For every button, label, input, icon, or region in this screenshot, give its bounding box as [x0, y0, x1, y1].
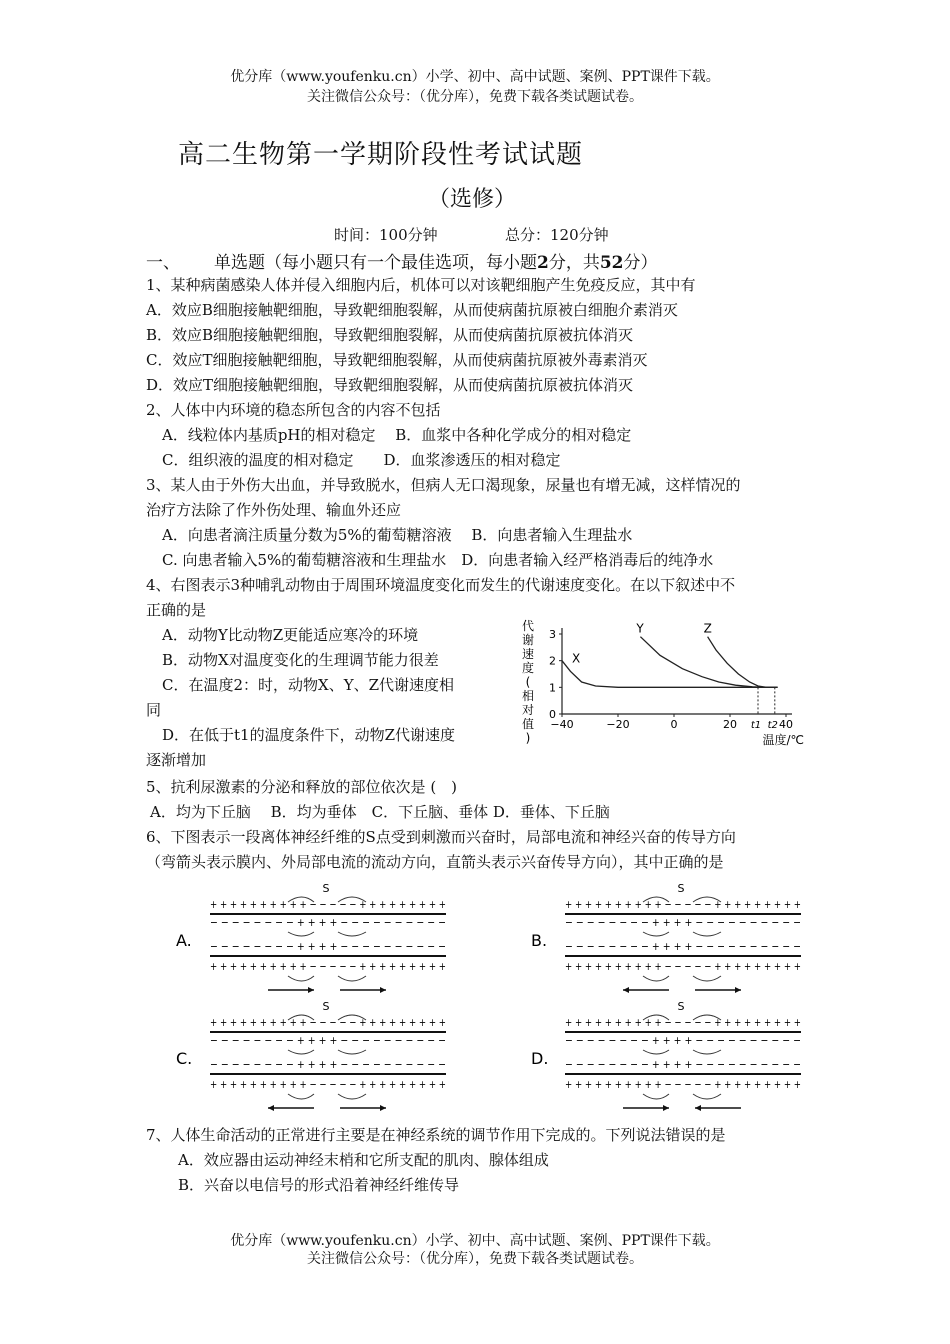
x-mark-label-t1: t1 — [750, 720, 762, 731]
section-number: 一、 — [146, 253, 180, 273]
x-tick-label: 20 — [723, 718, 737, 731]
local-current-arrow — [288, 1094, 314, 1099]
exam-time: 时间：100分钟 — [334, 226, 438, 244]
local-current-arrow — [643, 1094, 669, 1099]
charge-row-inner-bottom: − − − − − − − − + + + + − − − − − − − − − − — [210, 940, 446, 953]
local-current-arrow — [338, 1050, 366, 1054]
q4-option-a: A．动物Y比动物Z更能适应寒冷的环境 — [162, 626, 419, 644]
y-axis-label-char: 值 — [521, 717, 535, 731]
local-current-arrow — [338, 932, 366, 936]
q3-options-ab: A．向患者滴注质量分数为5%的葡萄糖溶液 B．向患者输入生理盐水 — [162, 526, 633, 544]
diagram-label: A. — [176, 931, 192, 950]
conduction-arrowhead-left — [663, 1105, 669, 1111]
charge-row-top: + + + + + + + + + + − − − − − + + + + + + + + + — [565, 1016, 801, 1029]
local-current-arrow — [288, 1050, 314, 1054]
conduction-arrowhead-right — [380, 987, 386, 993]
stimulus-s-label: S — [322, 882, 330, 895]
nerve-diagram-b — [565, 882, 801, 993]
stimulus-s-label: S — [677, 882, 685, 895]
series-line-x — [562, 661, 778, 688]
exam-subtitle: （选修） — [428, 187, 517, 212]
q5-options: A．均为下丘脑 B．均为垂体 C．下丘脑、垂体 D．垂体、下丘脑 — [150, 803, 610, 821]
nerve-diagram-d — [565, 1000, 801, 1111]
nerve-fiber-diagrams — [160, 876, 810, 1116]
charge-row-bottom: + + + + + + + + + + − − − − − + + + + + + + + + — [565, 960, 801, 973]
footer-line-1: 优分库（www.youfenku.cn）小学、初中、高中试题、案例、PPT课件下载。 — [230, 1233, 720, 1249]
q2-stem: 2、人体中内环境的稳态所包含的内容不包括 — [146, 401, 441, 419]
charge-row-bottom: + + + + + + + + + + − − − − − + + + + + + + + + — [565, 1078, 801, 1091]
q6-stem-2: （弯箭头表示膜内、外局部电流的流动方向，直箭头表示兴奋传导方向），其中正确的是 — [146, 853, 724, 871]
conduction-arrowhead-left — [623, 987, 629, 993]
q6-stem-1: 6、下图表示一段离体神经纤维的S点受到刺激而兴奋时，局部电流和神经兴奋的传导方向 — [146, 828, 736, 846]
q7-option-a: A．效应器由运动神经末梢和它所支配的肌肉、腺体组成 — [178, 1151, 549, 1169]
local-current-arrow — [643, 976, 669, 981]
diagram-label: D. — [531, 1049, 549, 1068]
conduction-arrowhead-right — [380, 1105, 386, 1111]
header-line-1: 优分库（www.youfenku.cn）小学、初中、高中试题、案例、PPT课件下载。 — [230, 69, 720, 85]
q1-option-c: C．效应T细胞接触靶细胞，导致靶细胞裂解，从而使病菌抗原被外毒素消灭 — [146, 351, 648, 369]
local-current-arrow — [288, 976, 314, 981]
conduction-arrowhead-left — [268, 1105, 274, 1111]
conduction-arrowhead-left — [308, 987, 314, 993]
q3-stem-1: 3、某人由于外伤大出血，并导致脱水，但病人无口渴现象，尿量也有增无减，这样情况的 — [146, 476, 741, 494]
diagram-label: C. — [176, 1049, 193, 1068]
q2-options-cd: C．组织液的温度的相对稳定 D．血浆渗透压的相对稳定 — [162, 451, 561, 469]
q7-option-b: B．兴奋以电信号的形式沿着神经纤维传导 — [178, 1176, 460, 1194]
series-line-z — [708, 637, 778, 688]
x-tick-label: 0 — [670, 718, 678, 731]
q4-option-d-1: D．在低于t1的温度条件下，动物Z代谢速度 — [162, 726, 456, 744]
x-axis-label: 温度/℃ — [762, 733, 804, 747]
q3-stem-2: 治疗方法除了作外伤处理、输血外还应 — [146, 501, 402, 519]
y-tick-label: 2 — [549, 654, 556, 668]
y-tick-label: 0 — [549, 708, 556, 721]
q4-stem-2: 正确的是 — [146, 601, 207, 619]
q7-stem: 7、人体生命活动的正常进行主要是在神经系统的调节作用下完成的。下列说法错误的是 — [146, 1126, 726, 1144]
charge-row-inner-top: − − − − − − − − + + + + − − − − − − − − − − — [210, 1034, 446, 1047]
local-current-arrow — [693, 976, 721, 981]
stimulus-s-label: S — [677, 1000, 685, 1013]
charge-row-inner-top: − − − − − − − − + + + + − − − − − − − − − − — [565, 916, 801, 929]
footer-line-2: 关注微信公众号：（优分库），免费下载各类试题试卷。 — [307, 1251, 643, 1267]
charge-row-top: + + + + + + + + + + − − − − − + + + + + + + + + — [210, 898, 446, 911]
q4-option-c-2: 同 — [146, 701, 162, 719]
q4-stem-1: 4、右图表示3种哺乳动物由于周围环境温度变化而发生的代谢速度变化。在以下叙述中不 — [146, 576, 736, 594]
q1-option-d: D．效应T细胞接触靶细胞，导致靶细胞裂解，从而使病菌抗原被抗体消灭 — [146, 376, 634, 394]
charge-row-inner-top: − − − − − − − − + + + + − − − − − − − − − − — [565, 1034, 801, 1047]
nerve-diagram-c — [210, 1000, 446, 1111]
x-tick-label: −20 — [606, 718, 630, 731]
charge-row-inner-bottom: − − − − − − − − + + + + − − − − − − − − − − — [565, 1058, 801, 1071]
charge-row-inner-bottom: − − − − − − − − + + + + − − − − − − − − − − — [210, 1058, 446, 1071]
charge-row-inner-bottom: − − − − − − − − + + + + − − − − − − − − − − — [565, 940, 801, 953]
x-tick-label: 40 — [779, 718, 793, 731]
y-tick-label: 1 — [549, 681, 556, 695]
charge-row-top: + + + + + + + + + + − − − − − + + + + + + + + + — [565, 898, 801, 911]
local-current-arrow — [338, 976, 366, 981]
q4-option-c-1: C．在温度2：时，动物X、Y、Z代谢速度相 — [162, 676, 455, 694]
charge-row-top: + + + + + + + + + + − − − − − + + + + + + + + + — [210, 1016, 446, 1029]
stimulus-s-label: S — [322, 1000, 330, 1013]
y-axis-label-char: ( — [525, 675, 531, 689]
x-mark-label-t2: t2 — [767, 720, 778, 731]
exam-total: 总分：120分钟 — [505, 226, 609, 244]
nerve-diagram-a — [210, 882, 446, 993]
metabolic-rate-chart — [514, 616, 814, 752]
diagram-label: B. — [531, 931, 548, 950]
local-current-arrow — [693, 1094, 721, 1099]
q1-stem: 1、某种病菌感染人体并侵入细胞内后，机体可以对该靶细胞产生免疫反应，其中有 — [146, 276, 696, 294]
local-current-arrow — [643, 1050, 669, 1054]
y-axis-label-char: 代 — [521, 619, 535, 633]
q1-option-a: A．效应B细胞接触靶细胞，导致靶细胞裂解，从而使病菌抗原被白细胞介素消灭 — [146, 301, 678, 319]
local-current-arrow — [693, 1050, 721, 1054]
series-label-x: X — [572, 651, 581, 666]
y-axis-label-char: 度 — [521, 661, 535, 675]
y-axis-label-char: 谢 — [521, 633, 535, 647]
charge-row-inner-top: − − − − − − − − + + + + − − − − − − − − − − — [210, 916, 446, 929]
series-label-z: Z — [703, 621, 712, 636]
local-current-arrow — [338, 1094, 366, 1099]
y-axis-label-char: ) — [525, 731, 531, 745]
q5-stem: 5、抗利尿激素的分泌和释放的部位依次是 ( ) — [146, 778, 458, 796]
conduction-arrowhead-right — [735, 987, 741, 993]
conduction-arrowhead-right — [695, 1105, 701, 1111]
charge-row-bottom: + + + + + + + + + + − − − − − + + + + + + + + + — [210, 1078, 446, 1091]
exam-title: 高二生物第一学期阶段性考试试题 — [178, 140, 584, 170]
y-axis-label-char: 相 — [521, 689, 535, 703]
q4-option-b: B．动物X对温度变化的生理调节能力很差 — [162, 651, 439, 669]
q1-option-b: B．效应B细胞接触靶细胞，导致靶细胞裂解，从而使病菌抗原被抗体消灭 — [146, 326, 634, 344]
y-axis-label-char: 速 — [521, 647, 535, 661]
series-label-y: Y — [636, 621, 644, 636]
local-current-arrow — [643, 932, 669, 936]
series-line-y — [640, 637, 777, 688]
q4-option-d-2: 逐渐增加 — [146, 751, 207, 769]
y-tick-label: 3 — [549, 628, 556, 641]
section-heading: 单选题（每小题只有一个最佳选项，每小题2分，共52分） — [214, 253, 658, 273]
local-current-arrow — [288, 932, 314, 936]
q3-options-cd: C. 向患者输入5%的葡萄糖溶液和生理盐水 D．向患者输入经严格消毒后的纯净水 — [162, 551, 714, 569]
x-tick-label: −40 — [550, 718, 574, 731]
q2-options-ab: A．线粒体内基质pH的相对稳定 B．血浆中各种化学成分的相对稳定 — [162, 426, 632, 444]
local-current-arrow — [693, 932, 721, 936]
header-line-2: 关注微信公众号：（优分库），免费下载各类试题试卷。 — [307, 89, 643, 105]
y-axis-label-char: 对 — [521, 703, 535, 717]
charge-row-bottom: + + + + + + + + + + − − − − − + + + + + + + + + — [210, 960, 446, 973]
